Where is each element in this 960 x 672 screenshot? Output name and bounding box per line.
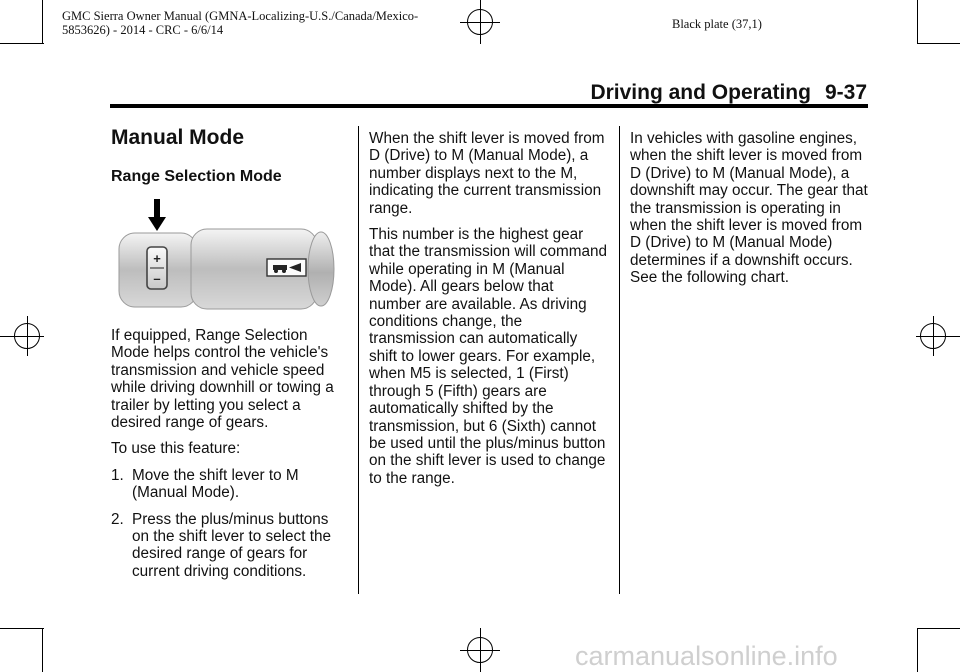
crop-mark-bottom-right-v — [917, 628, 918, 672]
column-divider-1 — [358, 126, 359, 594]
down-arrow-icon — [148, 199, 166, 231]
column-1 — [111, 126, 349, 589]
column-2 — [369, 130, 609, 496]
crop-mark-bottom-right-h — [917, 628, 960, 629]
page-number: 9-37 — [824, 81, 867, 104]
subsection-title: Range Selection Mode — [111, 168, 282, 185]
intro-paragraph: If equipped, Range Selection Mode helps control the vehicle's transmission and vehicle speed while driving downhill or towing a trailer by letting you select a desired range of gears. — [111, 327, 334, 432]
header-rule — [110, 104, 868, 108]
crop-mark-top-right-v — [917, 0, 918, 44]
black-plate-label: Black plate (37,1) — [672, 17, 762, 31]
page-header — [560, 81, 867, 105]
watermark: carmanualsonline.info — [575, 641, 838, 671]
step-text: Press the plus/minus buttons on the shift lever to select the desired range of gears for current driving conditions. — [132, 510, 331, 580]
tow-haul-button-icon — [267, 259, 306, 276]
crop-mark-bottom-left-h — [0, 628, 44, 629]
crop-mark-top-left-v — [42, 0, 43, 44]
crop-mark-top-right-h — [917, 43, 960, 44]
step-number: 1. — [111, 466, 124, 484]
column-divider-2 — [619, 126, 620, 594]
plate-info-line-1: GMC Sierra Owner Manual (GMNA-Localizing-U.S./Canada/Mexico- — [62, 9, 419, 23]
crop-mark-bottom-left-v — [42, 628, 43, 672]
highest-gear-paragraph: This number is the highest gear that the transmission will command while operating in M (Manual Mode). All gears below that number are available. As driving conditions change, the transmission can automatically shift to lower gears. For example, when M5 is selected, 1 (First) through 5 (Fifth) gears are automatically shifted by the transmission, but 6 (Sixth) cannot be used until the plus/minus button on the shift lever is used to change to the range. — [369, 226, 608, 487]
list-item — [111, 511, 349, 581]
plate-info-line-2: 5853626) - 2014 - CRC - 6/6/14 — [62, 23, 224, 37]
step-number: 2. — [111, 510, 124, 528]
list-item — [111, 467, 349, 502]
steps-list — [111, 467, 349, 580]
crop-mark-top-left-h — [0, 43, 44, 44]
gasoline-downshift-paragraph: In vehicles with gasoline engines, when the shift lever is moved from D (Drive) to M (Manual Mode), a downshift may occur. The gear that the transmission is operating in when the shift lever is moved from D (Drive) to M (Manual Mode) determines if a downshift occurs. See the following chart. — [630, 130, 868, 287]
step-text: Move the shift lever to M (Manual Mode). — [132, 466, 299, 502]
use-feature-intro: To use this feature: — [111, 440, 241, 458]
shift-lever-svg — [111, 199, 341, 311]
minus-label: – — [153, 271, 161, 286]
shift-display-paragraph: When the shift lever is moved from D (Drive) to M (Manual Mode), a number displays next to the M, indicating the current transmission range. — [369, 130, 605, 217]
chapter-title: Driving and Operating — [590, 81, 811, 104]
column-3 — [630, 130, 870, 296]
shift-lever-illustration — [111, 199, 341, 311]
section-title: Manual Mode — [111, 126, 245, 149]
plate-info — [62, 9, 482, 37]
plus-label: + — [153, 251, 161, 266]
